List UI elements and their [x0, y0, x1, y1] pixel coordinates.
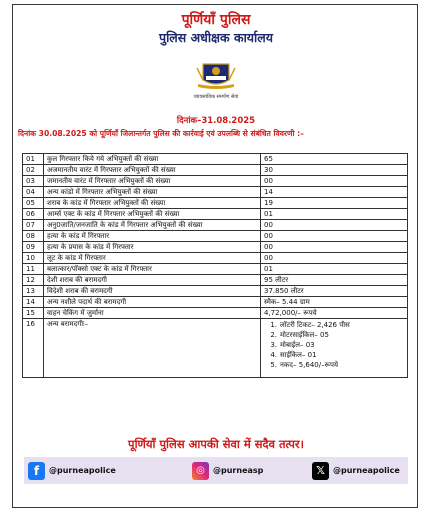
row-number: 02: [23, 165, 44, 176]
row-number: 04: [23, 187, 44, 198]
row-value: 4,72,000/– रूपये: [261, 308, 408, 319]
row-value: 30: [261, 165, 408, 176]
row-description: बलात्कार/पॉक्सो एक्ट के कांड में गिरफ्तार: [44, 264, 261, 275]
row-number: 05: [23, 198, 44, 209]
row-description: हत्या के कांड में गिरफ्तार: [44, 231, 261, 242]
row-description: शराब के कांड में गिरफ्तार अभियुक्तों की संख्या: [44, 198, 261, 209]
row-value: 95 लीटर: [261, 275, 408, 286]
table-row: [23, 154, 408, 165]
table-row: [23, 286, 408, 297]
facebook-icon: f: [28, 462, 45, 480]
row-description: अन्य कांडो में गिरफ्तार अभियुक्तों की संख्या: [44, 187, 261, 198]
table-row: [23, 220, 408, 231]
table-row: [23, 209, 408, 220]
row-description: वाहन चेकिंग में जुर्माना: [44, 308, 261, 319]
row-value: 65: [261, 154, 408, 165]
page-title: पूर्णियाँ पुलिस: [181, 12, 251, 28]
row-number: 13: [23, 286, 44, 297]
instagram-link[interactable]: ◎ @purneasp: [192, 460, 263, 481]
row-value: 00: [261, 231, 408, 242]
list-item: 2. मोटरसाईकिल– 05: [270, 331, 329, 339]
row-number: 08: [23, 231, 44, 242]
row-number: 16: [23, 319, 44, 378]
row-description: जमानतीय वारंट में गिरफ्तार अभियुक्तों की संख्या: [44, 176, 261, 187]
x-link[interactable]: 𝕏 @purneapolice: [312, 460, 400, 481]
row-value: 01: [261, 264, 408, 275]
table-row: [23, 253, 408, 264]
row-number: 12: [23, 275, 44, 286]
row-number: 14: [23, 297, 44, 308]
social-bar: [24, 457, 408, 484]
row-number: 09: [23, 242, 44, 253]
row-number: 06: [23, 209, 44, 220]
row-value: 00: [261, 220, 408, 231]
list-item: 5. नकद– 5,640/–रूपये: [270, 361, 339, 369]
table-row: [23, 264, 408, 275]
row-description: अजमानतीय वारंट में गिरफ्तार अभियुक्तों की संख्या: [44, 165, 261, 176]
table-row: [23, 319, 408, 378]
row-description: विदेशी शराब की बरामदगी: [44, 286, 261, 297]
row-value: स्मैक– 5.44 ग्राम: [261, 297, 408, 308]
row-number: 03: [23, 176, 44, 187]
list-item: 3. मोबाईल– 03: [270, 341, 315, 349]
row-value: 00: [261, 176, 408, 187]
other-recoveries-list: [261, 319, 408, 378]
row-number: 07: [23, 220, 44, 231]
table-row: [23, 308, 408, 319]
row-value: 00: [261, 242, 408, 253]
table-row: [23, 242, 408, 253]
row-value: 14: [261, 187, 408, 198]
row-number: 01: [23, 154, 44, 165]
row-description: अन्य बरामदगीः–: [44, 319, 261, 378]
table-row: [23, 165, 408, 176]
bihar-police-emblem-icon: [195, 60, 237, 92]
office-subtitle: पुलिस अधीक्षक कार्यालय: [158, 30, 274, 45]
row-value: 19: [261, 198, 408, 209]
list-item: 1. लॉटरी टिकट– 2,426 पीस: [270, 321, 350, 329]
row-number: 15: [23, 308, 44, 319]
row-description: हत्या के प्रयास के कांड में गिरफ्तार: [44, 242, 261, 253]
row-description: देशी शराब की बरामदगी: [44, 275, 261, 286]
list-item: 4. साईकिल– 01: [270, 351, 317, 359]
table-row: [23, 231, 408, 242]
instagram-icon: ◎: [192, 462, 209, 480]
row-description: अन्य नशीले पदार्थ की बरामदगी: [44, 297, 261, 308]
row-description: लूट के कांड में गिरफ्तार: [44, 253, 261, 264]
service-tagline: पूर्णियाँ पुलिस आपकी सेवा में सदैव तत्पर।: [128, 437, 304, 451]
row-value: 01: [261, 209, 408, 220]
table-row: [23, 275, 408, 286]
row-description: कुल गिरफ्तार किये गये अभियुक्तों की संख्या: [44, 154, 261, 165]
emblem-motto: व्यावसायिक समर्पण सेवा: [193, 94, 239, 100]
row-value: 00: [261, 253, 408, 264]
table-row: [23, 187, 408, 198]
row-number: 11: [23, 264, 44, 275]
row-description: अनु0जाति/जनजाति के कांड में गिरफ्तार अभियुक्तों की संख्या: [44, 220, 261, 231]
table-row: [23, 297, 408, 308]
x-icon: 𝕏: [312, 462, 329, 480]
facebook-link[interactable]: f @purneapolice: [28, 460, 116, 481]
row-number: 10: [23, 253, 44, 264]
table-row: [23, 198, 408, 209]
table-row: [23, 176, 408, 187]
report-table: [22, 153, 408, 378]
report-subject: दिनांक 30.08.2025 को पूर्णियाँ जिलान्तर्गत पुलिस की कार्रवाई एवं उपलब्धि से संबंधित विवरणी :–: [18, 129, 304, 138]
report-date: दिनांक–31.08.2025: [176, 116, 256, 126]
row-value: 37.850 लीटर: [261, 286, 408, 297]
row-description: आर्म्स एक्ट के कांड में गिरफ्तार अभियुक्तों की संख्या: [44, 209, 261, 220]
